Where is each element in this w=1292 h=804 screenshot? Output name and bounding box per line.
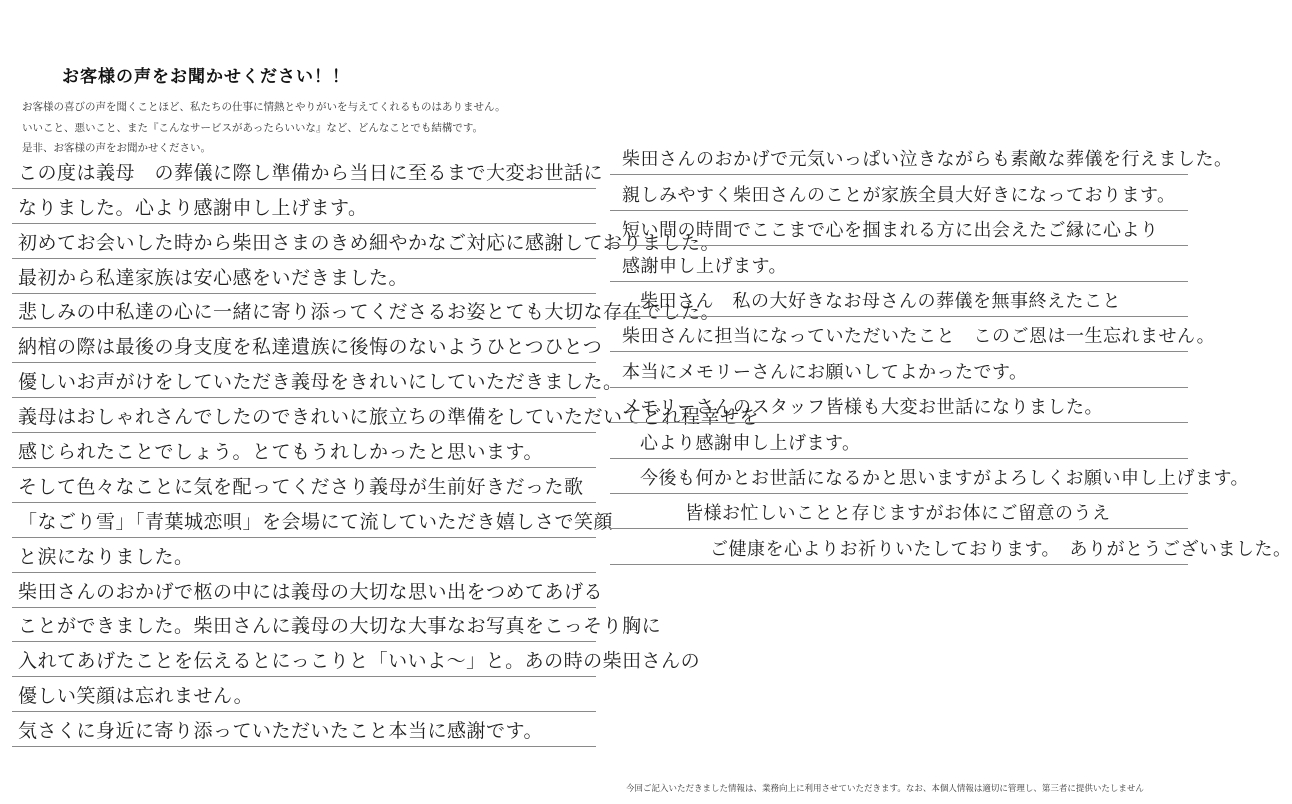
intro-line: お客様の喜びの声を聞くことほど、私たちの仕事に情熱とやりがいを与えてくれるものはありません。 (22, 101, 506, 113)
letter-line-text: 「なごり雪」「青葉城恋唄」を会場にて流していただき嬉しさで笑顔 (18, 510, 614, 533)
letter-line (12, 608, 662, 643)
letter-left-column (12, 154, 760, 747)
letter-line-text: 感じられたことでしょう。とてもうれしかったと思います。 (18, 441, 543, 464)
letter-line-text: 最初から私達家族は安心感をいだきました。 (18, 266, 409, 289)
letter-line-text: 優しい笑顔は忘れません。 (18, 685, 254, 708)
letter-line (610, 211, 1188, 246)
letter-line-text: ご健康を心よりお祈りいたしております。 ありがとうございました。 (710, 538, 1292, 560)
letter-right-column (610, 140, 1292, 565)
letter-line-text: 気さくに身近に寄り添っていただいたこと本当に感謝です。 (18, 720, 543, 743)
letter-line-text: メモリーさんのスタッフ皆様も大変お世話になりました。 (622, 397, 1103, 419)
privacy-note: 今回ご記入いただきました情報は、業務向上に利用させていただきます。なお、本個人情報は適切に管理し、第三者に提供いたしません (626, 784, 1144, 794)
letter-line-text: と涙になりました。 (18, 545, 194, 568)
letter-line-text: 優しいお声がけをしていただき義母をきれいにしていただきました。 (18, 371, 623, 394)
intro-line: 是非、お客様の声をお聞かせください。 (22, 142, 211, 154)
letter-line (12, 712, 596, 747)
letter-line-text: 義母はおしゃれさんでしたのできれいに旅立ちの準備をしていただいてどれ程幸せを (18, 406, 760, 429)
letter-line-text: 皆様お忙しいことと存じますがお体にご留意のうえ (685, 503, 1111, 525)
letter-line-text: 親しみやすく柴田さんのことが家族全員大好きになっております。 (622, 184, 1176, 206)
letter-line (610, 459, 1250, 494)
letter-line-text: 短い間の時間でここまで心を掴まれる方に出会えたご縁に心より (622, 220, 1159, 242)
letter-line (12, 294, 721, 329)
letter-line (12, 573, 604, 608)
letter-line-text: 柴田さんのおかげで元気いっぱい泣きながらも素敵な葬儀を行えました。 (622, 149, 1233, 171)
letter-line (12, 259, 596, 294)
letter-line (610, 175, 1188, 210)
letter-line (610, 388, 1188, 423)
letter-line-text: 初めてお会いした時から柴田さまのきめ細やかなご対応に感謝しておりました。 (18, 231, 721, 254)
letter-line-text: 悲しみの中私達の心に一緒に寄り添ってくださるお姿とても大切な存在でした。 (18, 301, 721, 324)
letter-line (12, 468, 596, 503)
intro-text (22, 97, 582, 159)
letter-line (12, 503, 614, 538)
letter-line-text: 入れてあげたことを伝えるとにっこりと「いいよ～」と。あの時の柴田さんの (18, 650, 701, 673)
letter-line-text: 柴田さんに担当になっていただいたこと このご恩は一生忘れません。 (622, 326, 1216, 348)
letter-line (12, 433, 596, 468)
letter-line (12, 538, 596, 573)
letter-line-text: 感謝申し上げます。 (622, 255, 788, 277)
letter-line (610, 352, 1188, 387)
letter-line (610, 317, 1216, 352)
letter-line (12, 363, 623, 398)
letter-line-text: 納棺の際は最後の身支度を私達遺族に後悔のないようひとつひとつ (18, 336, 603, 359)
letter-line-text: 本当にメモリーさんにお願いしてよかったです。 (622, 361, 1028, 383)
letter-line (12, 328, 603, 363)
letter-line-text: 柴田さん 私の大好きなお母さんの葬儀を無事終えたこと (640, 290, 1121, 312)
letter-line (610, 494, 1188, 529)
letter-line-text: 今後も何かとお世話になるかと思いますがよろしくお願い申し上げます。 (640, 467, 1250, 489)
letter-line (610, 529, 1292, 564)
letter-line (610, 246, 1188, 281)
letter-line (610, 140, 1233, 175)
letter-line-text: 心より感謝申し上げます。 (640, 432, 861, 454)
intro-line: いいこと、悪いこと、また『こんなサービスがあったらいいな』など、どんなことでも結構です。 (22, 121, 484, 134)
letter-line (12, 154, 604, 189)
form-title: お客様の声をお聞かせください！！ (62, 67, 350, 87)
letter-line-text: この度は義母 の葬儀に際し準備から当日に至るまで大変お世話に (18, 161, 604, 184)
letter-line (610, 423, 1188, 458)
letter-line-text: ことができました。柴田さんに義母の大切な大事なお写真をこっそり胸に (18, 615, 662, 638)
letter-line (12, 677, 596, 712)
letter-line (12, 224, 721, 259)
letter-line (12, 398, 760, 433)
letter-line (12, 642, 701, 677)
letter-line (12, 189, 596, 224)
letter-line-text: 柴田さんのおかげで柩の中には義母の大切な思い出をつめてあげる (18, 580, 604, 603)
letter-line (610, 282, 1188, 317)
letter-line-text: そして色々なことに気を配ってくださり義母が生前好きだった歌 (18, 475, 584, 498)
letter-line-text: なりました。心より感謝申し上げます。 (18, 196, 368, 219)
